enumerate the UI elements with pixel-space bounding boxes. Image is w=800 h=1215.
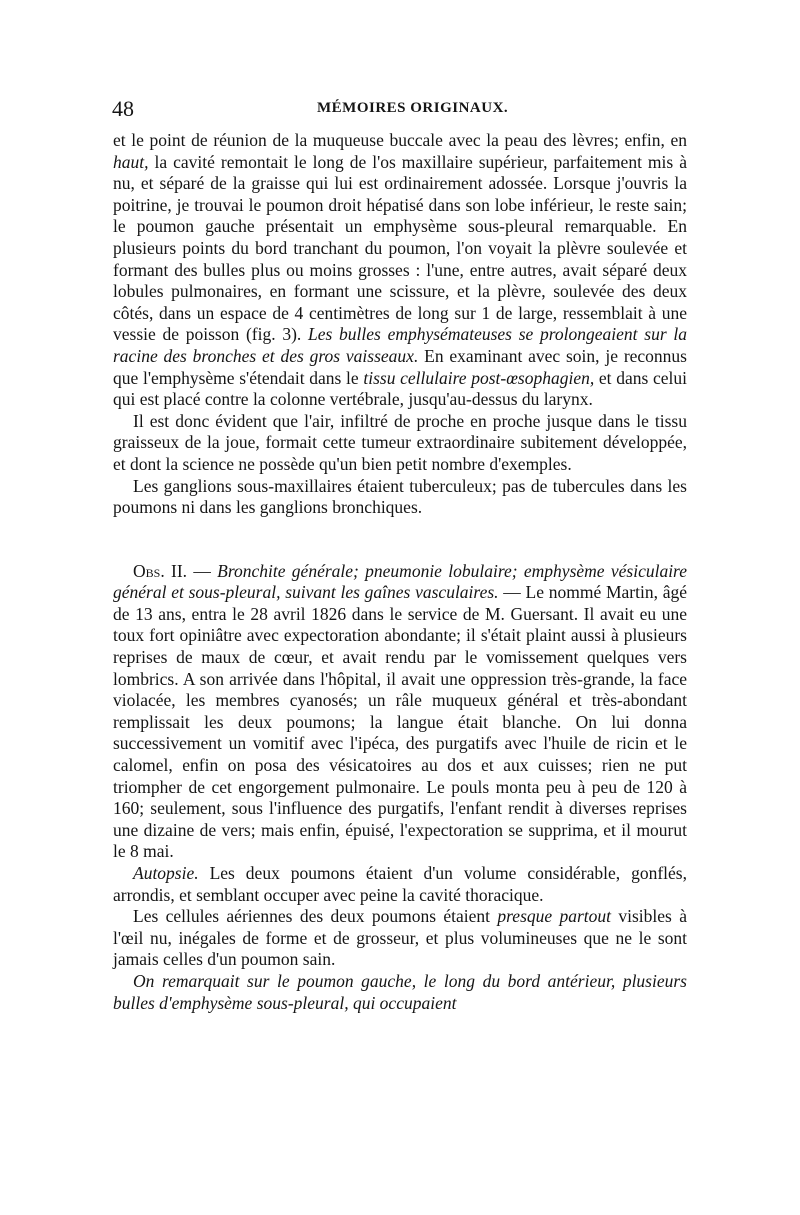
section-gap xyxy=(113,519,687,561)
observation-label: Obs. II. xyxy=(133,560,188,581)
running-title: MÉMOIRES ORIGINAUX. xyxy=(317,100,509,116)
paragraph-ganglions: Les ganglions sous-maxillaires étaient tuberculeux; pas de tubercules dans les poumons ni dans les ganglions bronchiques. xyxy=(113,475,687,518)
body-text xyxy=(113,130,687,1014)
observation-2: Obs. II. — Bronchite générale; pneumonie lobulaire; emphysème vésiculaire général et sous-pleural, suivant les gaînes vasculaires. — Le nommé Martin, âgé de 13 ans, entra le 28 avril 1826 dans le service de M. Guersant. Il avait eu une toux fort opiniâtre avec expectoration abondante; il s'était plaint aussi à plusieurs reprises de maux de cœur, et avait rendu par le vomissement quelques vers lombrics. A son arrivée dans l'hôpital, il avait une oppression très-grande, la face violacée, les membres cyanosés; un râle muqueux général et très-abondant remplissait les deux poumons; la langue était blanche. On lui donna successivement un vomitif avec l'ipéca, des purgatifs avec l'huile de ricin et le calomel, enfin on posa des vésicatoires au dos et aux cuisses; rien ne put triompher de cet engorgement pulmonaire. Le pouls monta peu à peu de 120 à 160; seulement, sous l'influence des purgatifs, l'enfant rendit à diverses reprises une dizaine de vers; mais enfin, épuisé, l'expectoration se supprima, et il mourut le 8 mai. xyxy=(113,560,687,862)
paragraph-air-infiltration: Il est donc évident que l'air, infiltré de proche en proche jusque dans le tissu graisseux de la joue, formait cette tumeur extraordinaire subitement développée, et dont la science ne possède qu'un bien petit nombre d'exemples. xyxy=(113,410,687,474)
page-header xyxy=(112,96,687,126)
paragraph-continued: et le point de réunion de la muqueuse buccale avec la peau des lèvres; enfin, en haut, la cavité remontait le long de l'os maxillaire supérieur, parfaitement mis à nu, et séparé de la graisse qui lui est ordinairement adossée. Lorsque j'ouvris la poitrine, je trouvai le poumon droit hépatisé dans son lobe inférieur, le reste sain; le poumon gauche présentait un emphysème sous-pleural remarquable. En plusieurs points du bord tranchant du poumon, l'on voyait la plèvre soulevée et formant des bulles plus ou moins grosses : l'une, entre autres, avait séparé deux lobules pulmonaires, en formant une scissure, et la plèvre, soulevée des deux côtés, dans un espace de 4 centimètres de long sur 1 de large, ressemblait à une vessie de poisson (fig. 3). Les bulles emphysémateuses se prolongeaient sur la racine des bronches et des gros vaisseaux. En examinant avec soin, je reconnus que l'emphysème s'étendait dans le tissu cellulaire post-œsophagien, et dans celui qui est placé contre la colonne vertébrale, jusqu'au-dessus du larynx. xyxy=(113,130,688,410)
paragraph-cellules: Les cellules aériennes des deux poumons étaient presque partout visibles à l'œil nu, inégales de forme et de grosseur, et plus volumineuses que ne le sont jamais celles d'un poumon sain. xyxy=(113,906,687,970)
observation-title: Bronchite générale; pneumonie lobulaire; emphysème vésiculaire général et sous-pleural, suivant les gaînes vasculaires. xyxy=(113,560,687,603)
page-number: 48 xyxy=(112,96,134,121)
autopsie-label: Autopsie. xyxy=(133,863,199,883)
paragraph-autopsie: Autopsie. Les deux poumons étaient d'un volume considérable, gonflés, arrondis, et semblant occuper avec peine la cavité thoracique. xyxy=(113,863,687,905)
paragraph-poumon-gauche: On remarquait sur le poumon gauche, le long du bord antérieur, plusieurs bulles d'emphysème sous-pleural, qui occupaient xyxy=(113,970,687,1013)
